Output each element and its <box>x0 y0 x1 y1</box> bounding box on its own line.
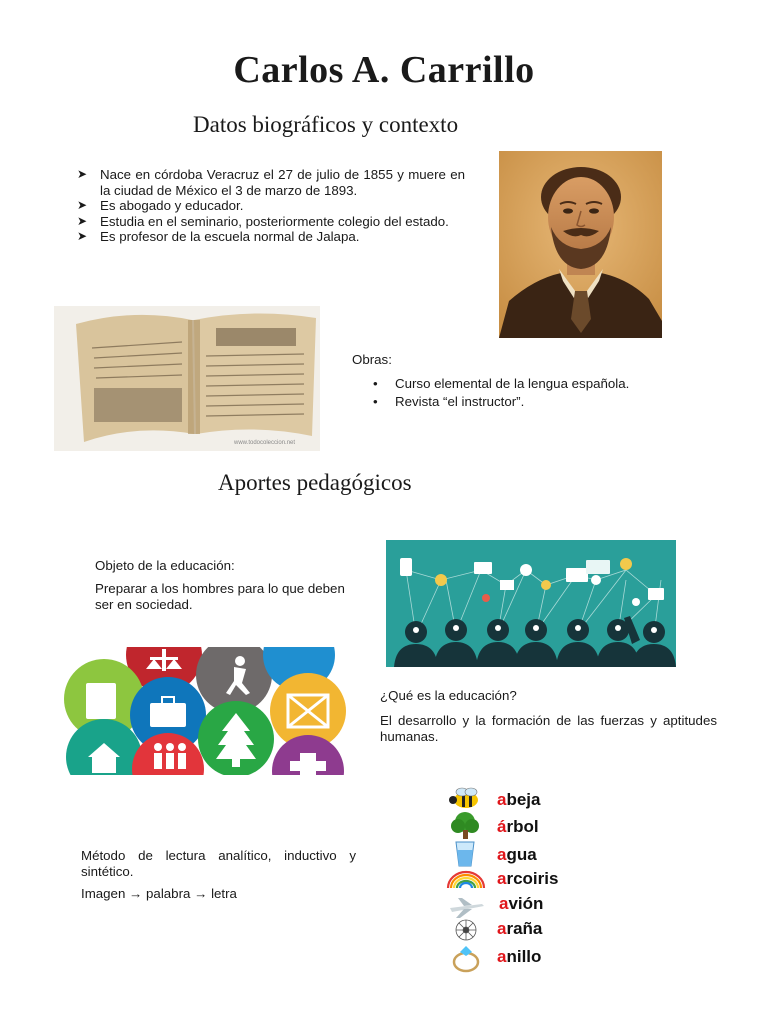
arrow-bullet-icon: ➤ <box>77 213 88 228</box>
rainbow-icon <box>448 872 484 888</box>
aportes-heading: Aportes pedagógicos <box>218 470 412 495</box>
bee-icon <box>449 788 478 808</box>
objeto-label: Objeto de la educación: <box>95 558 235 573</box>
word-agua: agua <box>497 845 537 864</box>
tree-icon <box>451 812 479 839</box>
arrow-bullet-icon: ➤ <box>77 229 88 243</box>
dot-bullet-icon: • <box>373 393 378 409</box>
list-item: ➤ Es profesor de la escuela normal de Jalapa. <box>77 229 360 244</box>
metodo-sequence: Imagen → palabra → letra <box>81 886 237 901</box>
list-item: ➤ Es abogado y educador. <box>77 198 244 213</box>
obras-label: Obras: <box>352 352 392 367</box>
word-arana: araña <box>497 919 543 938</box>
word-arcoiris: arcoiris <box>497 869 559 888</box>
list-item: • Curso elemental de la lengua española. <box>373 376 630 391</box>
metodo-text: Método de lectura analítico, inductivo y sintético. <box>81 848 356 879</box>
word-anillo: anillo <box>497 947 542 966</box>
book-photo <box>54 306 320 451</box>
water-glass-icon <box>456 842 474 866</box>
arrow-bullet-icon: ➤ <box>77 167 88 181</box>
education-network-illustration <box>386 540 676 667</box>
word-list <box>440 786 608 976</box>
bio-list <box>77 167 465 245</box>
page-title: Carlos A. Carrillo <box>233 49 535 91</box>
watermark-text: www.todocoleccion.net <box>234 440 296 446</box>
bio-heading: Datos biográficos y contexto <box>193 112 459 137</box>
spider-icon <box>456 920 476 940</box>
airplane-icon <box>450 898 484 918</box>
arrow-bullet-icon: ➤ <box>77 198 88 212</box>
objeto-text: Preparar a los hombres para lo que deben ser en sociedad. <box>95 581 345 612</box>
list-item: • Revista “el instructor”. <box>373 393 525 409</box>
que-es-answer: El desarrollo y la formación de las fuerzas y aptitudes humanas. <box>380 713 717 744</box>
word-avion: avión <box>499 894 544 913</box>
obras-list <box>369 376 635 411</box>
word-abeja: abeja <box>497 790 541 809</box>
list-item: ➤ Nace en córdoba Veracruz el 27 de julio de 1855 y muere en la ciudad de México el 3 de marzo de 1893. <box>77 167 465 198</box>
list-item: ➤ Estudia en el seminario, posteriormente colegio del estado. <box>77 213 449 229</box>
portrait-photo <box>499 151 662 338</box>
icon-circles-illustration <box>64 647 348 775</box>
dot-bullet-icon: • <box>373 376 378 391</box>
word-arbol: árbol <box>497 817 539 836</box>
que-es-question: ¿Qué es la educación? <box>380 688 517 703</box>
ring-icon <box>454 946 478 971</box>
